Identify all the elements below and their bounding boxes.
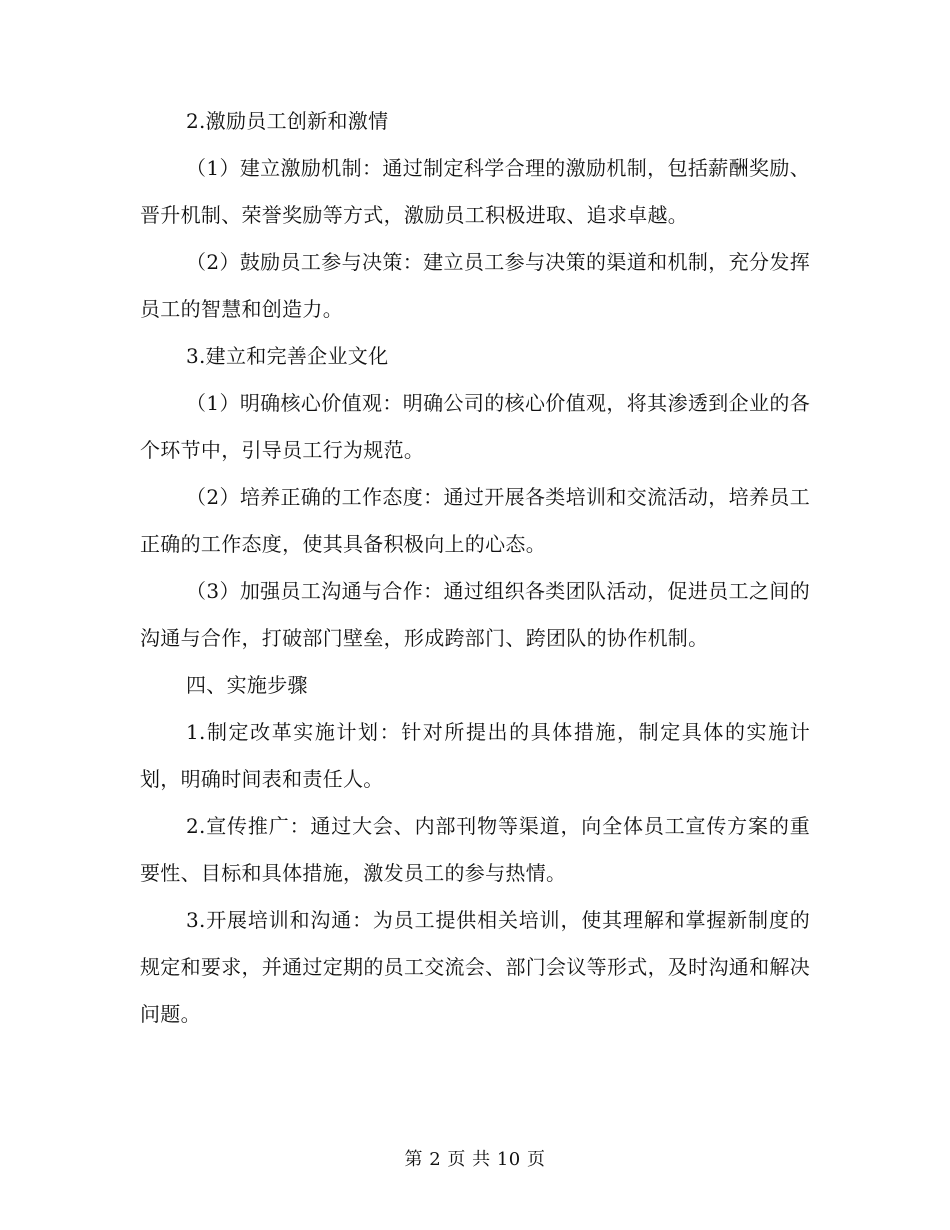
paragraph-item: （1）建立激励机制：通过制定科学合理的激励机制，包括薪酬奖励、晋升机制、荣誉奖励等方式，激励员工积极进取、追求卓越。 bbox=[140, 156, 810, 227]
page-number-label: 第 2 页 共 10 页 bbox=[404, 1149, 546, 1170]
paragraph-heading-3: 3.建立和完善企业文化 bbox=[186, 344, 389, 368]
paragraph-step: 1.制定改革实施计划：针对所提出的具体措施，制定具体的实施计划，明确时间表和责任人。 bbox=[140, 720, 810, 791]
section-heading: 四、实施步骤 bbox=[186, 673, 308, 697]
paragraph-step: 3.开展培训和沟通：为员工提供相关培训，使其理解和掌握新制度的规定和要求，并通过定期的员工交流会、部门会议等形式，及时沟通和解决问题。 bbox=[140, 908, 810, 1026]
paragraph-item: （2）培养正确的工作态度：通过开展各类培训和交流活动，培养员工正确的工作态度，使其具备积极向上的心态。 bbox=[140, 485, 810, 556]
page-footer bbox=[0, 1146, 950, 1174]
paragraph-heading-2: 2.激励员工创新和激情 bbox=[186, 109, 389, 133]
paragraph-item: （2）鼓励员工参与决策：建立员工参与决策的渠道和机制，充分发挥员工的智慧和创造力。 bbox=[140, 250, 810, 321]
paragraph-item: （3）加强员工沟通与合作：通过组织各类团队活动，促进员工之间的沟通与合作，打破部门壁垒，形成跨部门、跨团队的协作机制。 bbox=[140, 579, 810, 650]
paragraph-item: （1）明确核心价值观：明确公司的核心价值观，将其渗透到企业的各个环节中，引导员工行为规范。 bbox=[140, 391, 810, 462]
document-body bbox=[140, 98, 810, 1038]
paragraph-step: 2.宣传推广：通过大会、内部刊物等渠道，向全体员工宣传方案的重要性、目标和具体措施，激发员工的参与热情。 bbox=[140, 814, 810, 885]
